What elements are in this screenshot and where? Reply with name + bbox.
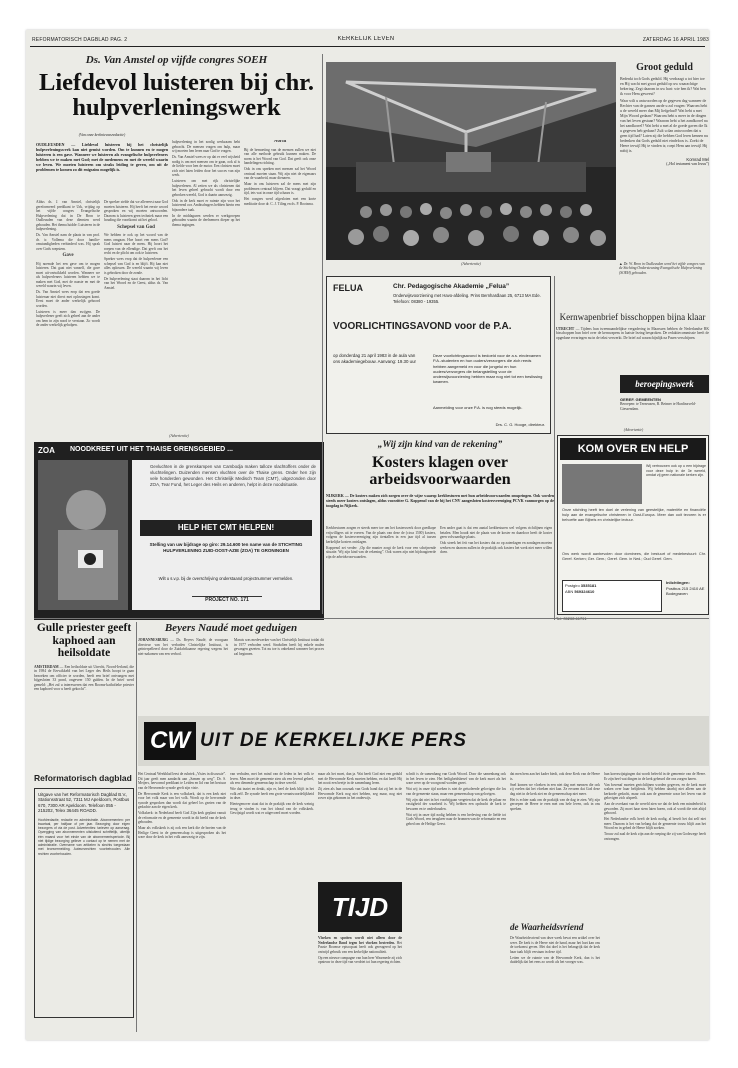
press-column-3b: Vloeken en spotten wordt niet alleen door de Nederlandse Bond tegen het vloeken bestreden. Het Passie Boomse episcopaat heeft ook gereageerd op het ontwijd gebruik van een kerkelijke nationaliteit. Op een nieuwe campagne van hun heer Waarmede zij zich opnieuw in deze tijd van verdriet tot hun regering richten. <box>318 936 402 964</box>
groot-geduld-source: („Hol testament van Jezus”) <box>666 162 709 166</box>
press-column-1: Het Centraal Weekblad leest de rubriek „Visies in discussie”. Dit jaar geeft men aandacht aan „Samen op weg”. Dr. S. Meijers, hervormd predikant te Leiden en lid van het bestuur van de Hervormde synode geeft zijn visie. De Hervormde Kerk is een volkskerk, dat is een kerk niet voor het volk maar van het volk. Wordt op de hervormde synode gesproken dan wordt dat geheel los gezien van de gedachte aan de eigen kerk. Volkskerk: in Nederland heeft God Zijn kerk geplant vanuit de reformatie en de gemeente wordt in dit beeld van de kerk gehouden. Maar als volkskerk is zij ook een kerk die de boeien van de Heilige Geest in de gemeenschap is uitgesproken als het ware door de kerk in het volk aanwezig te zijn. <box>138 772 226 839</box>
photo-advert-label: (Advertentie) <box>461 262 481 266</box>
rd-colofon-title: Reformatorisch dagblad <box>34 774 132 783</box>
press-column-4: schrift is de samenhang van Gods Woord. Door die samenhang ook in het leven te zien. Het heiligheidsbesef van de kerk moet als het ware weer op de voorgrond worden gezet. Wat wij in onze tijd zoeken is niet de geïsoleerde gelovigen die los van de gemeente staan, maar een gemeenschap van gelovigen. Wij zijn dat niet in het voorbijgaan vergeten dat de kerk de pilaar en vastigheid der waarheid is. Wij hebben een opdracht de kerk te bewaren en te onderhouden. Wat wij in onze tijd nodig hebben is een herleving van de liefde tot Gods Woord, een terugkeer naar de bronnen van de reformatie en een gebed om de Heilige Geest. <box>406 772 506 826</box>
komover-address-title: Inlichtingen: <box>666 580 690 585</box>
felua-date: op donderdag 21 april 1983 in de aula van ons akademiegebouw. Aanvang: 19.30 uur <box>333 353 416 364</box>
felua-closing: Aanmelding voor onze P.A. is nog steeds mogelijk. <box>433 405 523 410</box>
kosters-headline: Kosters klagen over arbeidsvoorwaarden <box>369 454 511 488</box>
tijd-logo-box <box>318 882 402 932</box>
congress-photo-image <box>326 62 616 260</box>
naude-headline: Beyers Naudé moet geduigen <box>164 622 298 634</box>
subhead-schepsel: Schepsel van God <box>117 224 155 230</box>
rd-colofon-box <box>34 788 134 1018</box>
lead-kicker: Ds. Van Amstel op vijfde congres SOEH <box>85 54 268 66</box>
zoa-photo <box>38 460 128 610</box>
rd-colofon-text: Uitgave van het Reformatorisch Dagblad B.V., Stationsstraat 52, 7311 MJ Apeldoorn, Postbus 670, 7300 AR Apeldoorn. Telefoon 055 - 215202, Telex 36445 ROADD. <box>38 791 130 814</box>
komover-photo <box>562 464 642 504</box>
beroeping-text: Beroepen: te Terneuzen, B. Beimer te Hardinxveld-Giessendam. <box>620 402 697 411</box>
lead-byline: (Van onze kerknieuwsredactie) <box>78 133 126 137</box>
rd-colofon <box>34 774 134 1034</box>
cw-banner <box>138 716 709 766</box>
header-left: REFORMATORISCH DAGBLAD PAG. 2 <box>32 37 128 43</box>
komover-label: (Advertentie) <box>623 428 644 432</box>
felua-logo: FELUA <box>333 283 363 293</box>
felua-signed: Drs. C. G. Hooge, direkteur. <box>495 422 545 427</box>
naude-place: JOHANNESBURG <box>138 638 168 642</box>
lead-column-1: Aldus ds. J. van Amstel, christelijk gereformeerd predikant te Urk, vrijdag op het vijfde congres Evangelische Hulpverlening dat in De Bron te Oudleusden van deze diensten werd gehouden. Het thema luidde: Luisteren in de hulpverlening. Ds. Van Amstel nam de plaats in van prof. dr. ir. Vollema die door familie-omstandigheden verhinderd was. Hij sprak over Gods roepstem. Gave Hij noemde het een gave om te mogen luisteren. Dat gaat niet vanzelf, die gave moet uit-ontwikkeld worden. Wanneer we als hulpverleners luisteren hebben we te maken met God, met de naaste en met de wereld waarin wij leven. Ds. Van Amstel wees erop dat een goede luisteraar niet direct met oplossingen komt. Eerst moet de ander werkelijk gehoord worden. Luisteren is meer dan zwijgen. De hulpverlener geeft zich geheel aan de ander om hem in zijn nood te verstaan. Zo wordt de ander werkelijk geholpen. <box>36 200 100 327</box>
felua-address: Onderwijsvoorziening met Havo-afdeling. Prins Bernhardlaan 25, 6713 MA Ede. Telefoon: 08380 - 19355. <box>393 293 541 304</box>
felua-title: VOORLICHTINGSAVOND voor de P.A. <box>333 321 512 332</box>
kosters-place: NIJKERK <box>326 494 344 498</box>
kosters-intro: NIJKERK — De kosters maken zich zorgen over de wijze waarop kerkbesturen met hun arbeidsvoorwaarden omspringen. Ook worden steeds meer kosters ontslagen, aldus voorzitter G. Koppenol van de bij het CNV aangesloten kostersvereniging PCVK vanmorgen op de toogdag in Nijkerk. <box>326 494 554 508</box>
komover-title: KOM OVER EN HELP <box>560 438 706 460</box>
lead-column-3: hulpverlening in het zonlig werkzaam hebt gebracht. De mensen vragen om hulp, maar wij moeten hen leren naar God te vragen. Ds. Van Amstel wees er op dat er veel wijsheid nodig is om met mensen om te gaan, ook al is de liefde voor hen de motor. Een christen moet zich niet laten leiden door het succes van zijn werk. Luisteren om met rijk christelijke hulpverlenen. Al zetten we als christenen dat het leven geheel gebracht wordt door een gebroken wereld, God is daarin aanwezig. Ook in de kerk moet er ruimte zijn voor het luisterend oor. Ambtsdragers hebben hierin een bijzondere taak. In de middaguren werden er werkgroepen gehouden waarin de deelnemers dieper op het thema ingingen. <box>172 140 240 227</box>
kernwapen-headline: Kernwapenbrief bisschoppen bijna klaar <box>559 312 706 322</box>
lead-intro: OUDLEUSDEN — Liefdevol luisteren bij het christelijk hulpverleningswerk kan niet gemist worden. Om te kunnen en te mogen luisteren is een gave. Wanneer we luisteren als evangelische hulpverleners hebben we te maken met God; met de medemens en met de wereld waarin we leven. We moeten luisteren om straks leiding te geven, om uit de problemen te komen zo dit enigszins mogelijk is. <box>36 142 168 173</box>
naude-column-1: JOHANNESBURG — Ds. Beyers Naudé, de voorgaan directeur van het verboden Christelijke Instituut, is geïnterpelleerd door de Zuidafrikaanse regering wegens het niet-nakomen van een verbod. <box>138 638 228 656</box>
rd-colofon-fine-print: Hoofdredactie, redactie en administratie. Abonnementen: per kwartaal, per halfjaar of per jaar. Bezorging door eigen bezorgers of via de post. Advertenties: tarieven op aanvraag. Opzegging van abonnementen uitsluitend schriftelijk, uiterlijk één maand voor het einde van de abonnementsperiode. Bij niet tijdige bezorging gelieve u contact op te nemen met de administratie. Overname van artikelen is slechts toegestaan met bronvermelding. Auteursrechten voorbehouden. Alle rechten voorbehouden. <box>38 817 130 856</box>
press-column-5b: De Waarheidsvriend van deze week bevat een artikel over het weer. De kerk is de Heere niet de hand, maar het hart kan ons de toekomst geven. Met dat doel is het belangrijk dat de kerk haar taak blijft verstaan in deze tijd. Letten we de ruimte van de Hervormde Kerk, dan is het duidelijk dat het eens zo wordt als het vroeger was. <box>510 936 600 964</box>
zoa-title: NOODKREET UIT HET THAISE GRENSGEBIED ... <box>70 446 233 453</box>
komover-address-block <box>666 580 708 612</box>
komover-address: Postbus 215 2410 AE Bodegraven <box>666 585 705 596</box>
tijd-logo: TIJD <box>331 892 389 922</box>
zoa-label: (Advertentie) <box>169 434 189 438</box>
header-right: ZATERDAG 16 APRIL 1983 <box>642 37 709 43</box>
subhead-norm: Norm <box>273 140 287 144</box>
header-rule <box>30 46 705 47</box>
groot-geduld-text-more: Waar wilt u antwoorden op de gegeven dag wanneer de Rechter van de gansen aarde u zal vragen: Waarom hebt u de wereld meer dan Mij liefgehad? Wat hebt u met Mijn Woord gedaan? Waarom hebt u meer in de dingen van het leven gestaan? Waarom hebt u het zandkorrel na het zandkorrel? Wat hebt u met al de goede gaven die Ik u gegeven heb gedaan? Zult u dan antwoorden dat u geen tijd had? Laten zij die hebben God leren kennen nu bedenken dat Gods geduld niet eindeloos is. Zoekt de Heere terwijl Hij te vinden is; roept Hem aan terwijl Hij nabij is. <box>620 99 708 153</box>
priester-place: AMSTERDAM <box>34 664 59 669</box>
beroeping-box <box>620 375 709 425</box>
section-title: KERKELIJK LEVEN <box>337 36 395 42</box>
groot-geduld-text: Bedenkt toch Gods geduld. Hij verdraagt u tot hier toe en Hij wacht met groot geduld op uw waarachtige bekering. Zegt daarom in uw hart: wie ben ik? Wat ben ik voor Hem geweest? <box>620 77 706 96</box>
komover-abn: 569324610 <box>574 589 595 594</box>
priester-article <box>34 622 134 772</box>
priester-headline: Gulle priester geeft kaphoed aan heilsoldate <box>36 622 132 659</box>
komover-phone <box>556 616 636 622</box>
press-column-2: van verhalen, met het mind van de leden in het volk te leven. Men moet de gemeente zien als een levend geheel, als een dienende gemeenschap in deze wereld. Wie dat inziet en denkt, zijn er, heel de kerk blijft in het volk zelf. De synode heeft een grote verantwoordelijkheid in deze. Hiertegenover staat dat in de praktijk van de kerk weinig terug te vinden is van het ideaal van de volkskerk. Gewijzigd wordt wat er uitgevoerd moet worden. <box>230 772 314 815</box>
waarheidsvriend-title: de Waarheidsvriend <box>510 922 584 932</box>
kosters-kicker: „Wij zijn kind van de rekening” <box>377 440 503 450</box>
naude-column-2: Marais was medewerker van het Christelijk Instituut totdat dit in 1977 verboden werd. Sindsdien heeft hij enkele malen gevangen gezeten. Tot nu toe is onbekend wanneer het proces zal beginnen. <box>234 638 324 656</box>
zoa-help-button: HELP HET CMT HELPEN! <box>140 520 312 536</box>
cw-logo: CW <box>144 722 196 760</box>
zoa-advert <box>34 442 324 620</box>
newspaper-page <box>26 30 709 1040</box>
column-rule <box>322 54 323 614</box>
felua-academy: Chr. Pedagogische Akademie „Felua” <box>393 283 510 290</box>
zoa-account: Stelling van uw bijdrage op giro: 29.14.600 ten name van de STICHTING HULPVERLENING ZUID-OOST-AZIE (ZOA) TE GRONINGEN <box>149 542 303 553</box>
lead-column-2: De spreker stelde dat we allereerst naar God moeten luisteren. Hij heeft het eerste woord gesproken en wij moeten antwoorden. Daarom is luisteren geen techniek maar een houding die voortkomt uit het geloof. Schepsel van God We hebben te ook op het woord van de mens omgaan. Hoe hoort een mens God? God luistert naar de mens. Hij hoort het roepen van de ellendige. Dat geeft ons het recht en de plicht om ook te luisteren. Spreker wees erop dat de hulpverlener een schepsel van God is en blijft. Hij kan niet alles oplossen. De wereld waarin wij leven is gebroken door de zonde. De hulpverlening staat daarom in het licht van het Woord en de Geest, aldus ds. Van Amstel. <box>104 200 168 290</box>
zoa-text: Gevluchten in de grenskampen van Cambodja maken talloze slachtoffers onder de vluchtelingen. Duizenden mensen vluchten over de Thaise grens. Onder hen zijn vele honderden gewonden. Het Christelijk Medisch Team (CMT), uitgezonden door ZOA, Tear Fund, het Leger des Heils en anderen, helpt in deze noodsituatie. <box>150 464 316 487</box>
naude-article <box>138 622 324 712</box>
zoa-note: Wilt u s.v.p. bij de overschrijving onderstaand projectnummer vermelden. <box>158 576 294 581</box>
beroeping-logo: beroepingswerk <box>620 375 709 393</box>
section-rule <box>34 618 709 619</box>
priester-text: AMSTERDAM — Een heilsoldate uit Utrecht, Noord-Ierland, die in 1984 de Eerwikkeld van het Leger des Heils hoopt te gaan bezoeken om officier te worden, heeft een brief ontvangen met bijgesloten 33 pond, ongeveer 150 gulden. In de brief werd gemeld: „Het zal u interesseren dat een Rooms-katholieke priester een kaphoed voor u heeft gekocht”. <box>34 664 134 692</box>
subhead-gave: Gave <box>62 253 74 258</box>
column-rule <box>554 276 555 620</box>
komover-work: Ons werk wordt aanbevolen door dominees, die bestuurt of medebestuurt: Chr. Geref. Kerken; Ger. Gem.; Geref. Gem. in Ned.; Oud Geref. Gem. <box>562 552 706 561</box>
komover-side-text: Wij vertrouwen ook op u een bijdrage voor deze hulp in de 3e wereld, omdat zij geen nationale kerken zijn. <box>646 464 706 477</box>
zoa-body <box>132 460 320 610</box>
column-rule <box>136 622 137 1032</box>
zoa-photo-image <box>38 460 128 610</box>
lead-headline: Liefdevol luisteren bij chr. hulpverleningswerk <box>39 70 314 121</box>
press-column-5: dat men hem aan het kader biedt, ook deze Kerk van de Heere is. Snel komen we vloeken in een niet dag met mensen die ook zij voelen dat het vloeken niet kan. Ze ervaren dat God deze dag niet in de kerk ziet en de gemeenschap niet meer. Het is echter zaak om de praktijk van de dag te zien. Wij zijn geroepen de Heere te eren met ons hele leven, ook in ons spreken. <box>510 772 600 811</box>
kom-over-advert <box>557 435 709 615</box>
cw-title: UIT DE KERKELIJKE PERS <box>200 730 467 751</box>
kernwapen-text: UTRECHT — Tijdens hun tweemaandelijkse vergadering in Maarssen hebben de Nederlandse RK bisschoppen hun brief over de kernwapens in laatste lezing besproken. De redaktiecommissie heeft de opgedane ervaringen nu in de tekst verwerkt. De brief zal waarschijnlijk na Pasen verschijnen. <box>556 326 709 340</box>
photo-caption: ▲ Dr. W. Bron in Oudleusden werd het vijfde congres van de Stichting Ondersteuning Evangelische Hulpverlening (SOEH) gehouden. <box>619 262 705 275</box>
kosters-column-1: Kerkbesturen zorgen er steeds meer toe om het kosterswerk door goedkope vrijwilligers uit te voeren. Van de plaats van deze de (circa 1500) kosters, volgens de kostersvereniging zijn tientallen in een jaar tijd al tussen kerkelijke kosters ontslagen. Koppenol zei verder: „Op die manier zorgt de kerk voor een schrijnende situatie. Wij zijn kind van de rekening”. Ook waren zijn niet bijdraagteerde zijn de arbeidsvoorwaarden. <box>326 526 436 559</box>
komover-postbank: 3535181 <box>580 583 597 588</box>
press-column-6: hun koerswijzigingen dat wordt beleefd in de gemeente van de Heere. Er zijn heel wat dingen in de kerk gebeurd die ons zorgen baren. Van bovenaf moeten gerichtlijnen worden gegeven, en de kerk moet waken over haar belijdenis. Wij hebben daarbij niet alleen aan de kerkorde gedacht, maar ook aan de gemeente waar het leven van de gelovigen zich afspeelt. Aan de overkant van de wereld zien we dat de kerk een minderheid is geworden. Zij moet haar stem laten horen, ook al wordt die niet altijd gehoord. Het Nederlandse volk heeft de kerk nodig, al beseft het dat zelf niet meer. Daarom is het van belang dat de gemeente trouw blijft aan het Woord en in gebed de Heere blijft zoeken. Trouw zal zaal de kerk zijn aan de roeping die zij van Godswege heeft ontvangen. <box>604 772 706 841</box>
kernwapen-place: UTRECHT <box>556 326 575 331</box>
congress-photo <box>326 62 616 260</box>
kosters-column-2: Een ander gaat is dat een aantal kerkbesturen wel volgens richtlijnen eigen betalen. Men houdt niet de plaats van de koster en daardoor heeft de koster geen volwaardige plaats. Ook streek het feit van het kosters dat zo op zaterdagen en zondagen moeten werken en daarom zullen in de praktijk ook kosters het werk niet meer willen doen. <box>440 526 552 554</box>
beroeping-section: GEREF. GEMEENTEN <box>620 397 661 402</box>
felua-text: Deze voorlichtingsavond is bedoeld voor de a.s. eindexamen P.A.-studenten en hun ouders/verzorgers die zich reeds hebben aangemeld en voor die jongelui en hun ouders/verzorgers die belangstelling voor de onderwijsvoorziening hebben maar nog niet tot een beslissing kwamen. <box>433 353 543 385</box>
lead-column-4: Norm Bij de bemoeiing van de mensen zullen we niet van alle methode gebruik kunnen maken. De norm is het Woord van God. Dat geeft ook onze handelingen richting. Ook in ons spreken met mensen zal het Woord centraal moeten staan. Wij zijn niet de eigenaars van de waarheid, maar dienaren. Maar in ons luisteren zal de mens met zijn problemen centraal blijven. Dat vraagt geduld en tijd, iets wat in onze tijd schaars is. Het congres werd afgesloten met een korte meditatie door dr. C. J. Tiling en ds. P. Bootsma. <box>244 140 316 206</box>
press-column-3: maar als het moet, dan ja. Wat heeft God niet een geduld met de Hervormde Kerk moeten hebben, en dat heeft Hij het nooit een beetje in de samenhang leren. Zij zien als hun oorzaak van Gods hand dat zij het in de Hervormde Kerk nog niet hebben, zeg maar, nog niet zover zijn gekomen in het onderwijs. <box>318 772 402 800</box>
groot-geduld-signature: Komrad Mel <box>686 157 709 162</box>
komover-text: Onze stichting heeft ten doel de verlening van geestelijke, materiële en financiële hulp aan de evangelische christenen in Oost-Europa. Meer dan ooit tevoren is er behoefte aan Bijbels en christelijke lectuur. <box>562 508 706 522</box>
felua-advert <box>326 276 551 434</box>
komover-giro-card: Postgiro 3535181 ABN 569324610 <box>562 580 662 612</box>
groot-geduld-title: Groot geduld <box>636 62 693 73</box>
zoa-logo: ZOA <box>38 446 55 455</box>
zoa-project: PROJECT NO. 171 <box>192 596 262 606</box>
